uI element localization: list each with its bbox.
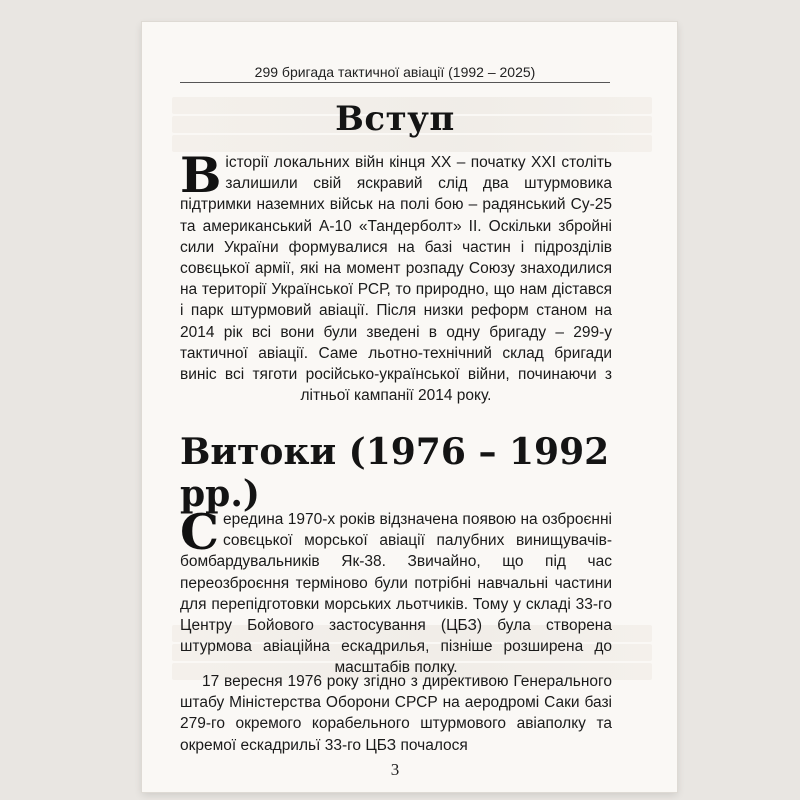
drop-cap: С — [180, 503, 219, 561]
intro-paragraph — [180, 146, 612, 406]
origins-paragraph-2: 17 вересня 1976 року згідно з директивою Генерального штабу Міністерства Оборони СРСР на аеродромі Саки базі 279-го окремого корабельного штурмового авіаполку та окремої ескадрильї 33-го ЦБЗ почалося — [180, 673, 612, 754]
drop-cap: В — [180, 146, 222, 204]
header-rule — [180, 82, 610, 83]
origins-paragraph — [180, 503, 612, 679]
section-heading-intro: Вступ — [335, 99, 455, 139]
book-page — [142, 22, 677, 792]
running-head: 299 бригада тактичної авіації (1992 – 2025) — [254, 64, 536, 80]
origins-text: ередина 1970-х років відзначена появою на озброєнні совєцької морської авіації палубних винищувачів-бомбардувальників Як-38. Звичайно, що під час переозброєння терміново були потрібні навчальні частини для перепідготовки морських льотчиків. Тому у складі 33-го Центру Бойового застосування (ЦБЗ) була створена штурмова авіаційна ескадрилья, пізніше розширена до масштабів полку. — [180, 511, 612, 677]
page-number: 3 — [390, 760, 400, 779]
section-heading-origins: Витоки (1976 – 1992 рр.) — [180, 431, 610, 515]
intro-text: історії локальних війн кінця XX – початку XXI століть залишили свій яскравий слід два штурмовика підтримки наземних військ на полі бою – радянський Су-25 та американський А-10 «Тандерболт» ІІ. Оскільки збройні сили України формувалися на базі частин і підрозділів совєцької армії, які на момент розпаду Союзу знаходилися на території Української РСР, то природно, що нам дістався і парк штурмовий авіації. Після низки реформ станом на 2014 рік всі вони були зведені в одну бригаду – 299-у тактичної авіації. Саме льотно-технічний склад бригади виніс всі тяготи російсько-української війни, починаючи з літньої кампанії 2014 року. — [180, 154, 612, 405]
